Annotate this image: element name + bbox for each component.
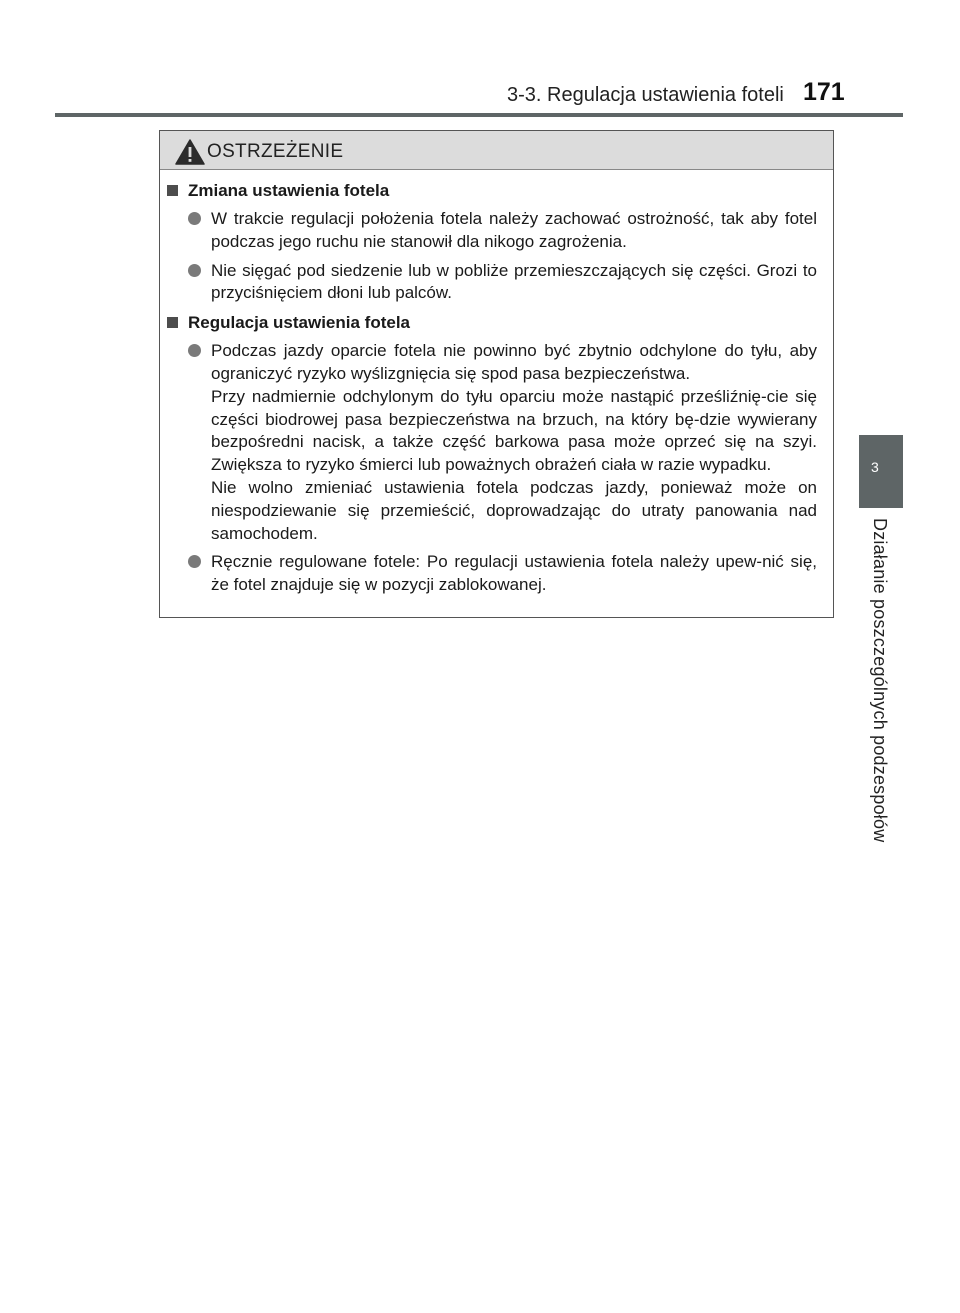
item-paragraph: Nie sięgać pod siedzenie lub w pobliże przemieszczających się części. Grozi to przyciśnięciem dłoni lub palców. (211, 260, 817, 303)
round-bullet-icon (188, 344, 201, 357)
chapter-tab (859, 435, 903, 508)
round-bullet-icon (188, 264, 201, 277)
list-item (188, 340, 817, 545)
warning-triangle-icon (175, 139, 205, 165)
warning-title: OSTRZEŻENIE (207, 141, 344, 162)
section-title: 3-3. Regulacja ustawienia foteli (507, 84, 784, 106)
warning-body (160, 170, 833, 597)
round-bullet-icon (188, 212, 201, 225)
round-bullet-icon (188, 555, 201, 568)
list-item (188, 260, 817, 306)
chapter-label: Działanie poszczególnych podzespołów (870, 518, 890, 843)
section-heading-text: Regulacja ustawienia fotela (188, 313, 411, 333)
page-number: 171 (803, 78, 845, 106)
header-divider (55, 113, 903, 117)
list-item (188, 551, 817, 597)
item-paragraph: Ręcznie regulowane fotele: Po regulacji ustawienia fotela należy upew-nić się, że fotel znajduje się w pozycji zablokowanej. (211, 552, 817, 595)
item-paragraph: W trakcie regulacji położenia fotela należy zachować ostrożność, tak aby fotel podczas jego ruchu nie stanowił dla nikogo zagrożenia. (211, 209, 817, 251)
square-bullet-icon (167, 317, 178, 328)
section-heading (167, 311, 817, 334)
square-bullet-icon (167, 185, 178, 196)
warning-header (160, 131, 833, 170)
list-item (188, 208, 817, 254)
item-paragraph: Nie wolno zmieniać ustawienia fotela podczas jazdy, ponieważ może on niespodziewanie się przemieścić, doprowadzając do utraty panowania nad samochodem. (211, 477, 817, 543)
warning-box (159, 130, 834, 618)
item-paragraph: Przy nadmiernie odchylonym do tyłu oparciu może nastąpić prześliźnię-cie się części biodrowej pasa bezpieczeństwa na brzuch, na który bę-dzie wywierany bezpośredni nacisk, a także część barkowa pasa może oprzeć się na szyi. Zwiększa to ryzyko śmierci lub poważnych obrażeń ciała w razie wypadku. (211, 386, 817, 475)
section-heading (167, 179, 817, 202)
item-paragraph: Podczas jazdy oparcie fotela nie powinno być zbytnio odchylone do tyłu, aby ograniczyć ryzyko wyślizgnięcia się spod pasa bezpieczeństwa. (211, 341, 817, 383)
chapter-number: 3 (871, 459, 879, 475)
section-heading-text: Zmiana ustawienia fotela (188, 181, 390, 200)
